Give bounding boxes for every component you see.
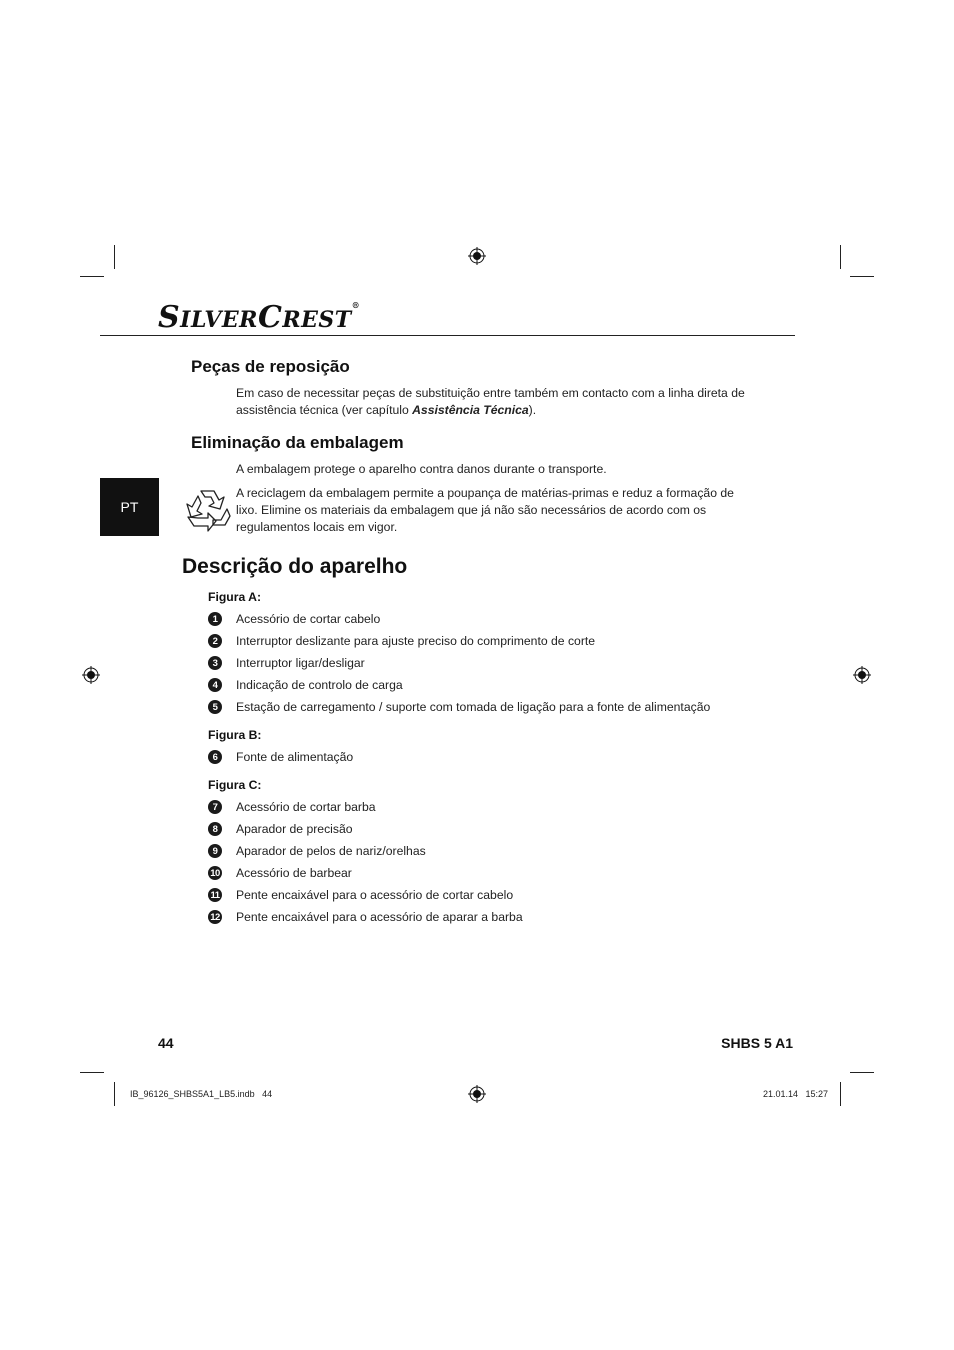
list-item — [208, 798, 376, 816]
item-text: Aparador de precisão — [236, 822, 353, 836]
list-item — [208, 864, 352, 882]
crop-mark — [80, 276, 104, 277]
registration-mark-icon — [468, 247, 486, 265]
section-heading: Eliminação da embalagem — [191, 433, 404, 452]
item-number-badge: 12 — [208, 910, 222, 924]
item-number-badge: 6 — [208, 750, 222, 764]
registration-mark-icon — [468, 1085, 486, 1103]
header-rule — [100, 335, 795, 336]
list-item — [208, 842, 426, 860]
print-datetime: 21.01.14 15:27 — [763, 1089, 829, 1099]
figure-label: Figura B: — [208, 728, 262, 742]
section-text: A reciclagem da embalagem permite a poupança de matérias-primas e reduz a formação de lixo. Elimine os materiais da embalagem que já não são necessários de acordo com os regulamentos locais em vigor. — [236, 486, 734, 534]
page-title: Descrição do aparelho — [182, 555, 408, 578]
section-heading: Peças de reposição — [191, 357, 350, 376]
item-text: Acessório de barbear — [236, 866, 352, 880]
list-item — [208, 698, 710, 716]
item-text: Pente encaixável para o acessório de cortar cabelo — [236, 888, 514, 902]
crop-mark — [840, 1082, 841, 1106]
item-text: Pente encaixável para o acessório de aparar a barba — [236, 910, 523, 924]
item-number-badge: 8 — [208, 822, 222, 836]
model-name: SHBS 5 A1 — [721, 1035, 793, 1051]
item-number-badge: 3 — [208, 656, 222, 670]
crop-mark — [114, 1082, 115, 1106]
figure-label: Figura C: — [208, 778, 262, 792]
item-text: Acessório de cortar barba — [236, 800, 376, 814]
item-number-badge: 9 — [208, 844, 222, 858]
list-item — [208, 632, 595, 650]
list-item — [208, 654, 365, 672]
item-text: Interruptor ligar/desligar — [236, 656, 365, 670]
item-text: Fonte de alimentação — [236, 750, 354, 764]
item-number-badge: 11 — [208, 888, 222, 902]
recycle-icon — [184, 487, 232, 533]
item-number-badge: 1 — [208, 612, 222, 626]
page-number: 44 — [158, 1035, 174, 1051]
section-text: Em caso de necessitar peças de substituição entre também em contacto com a linha direta de assistência técnica (ver capítulo Assistência Técnica). — [236, 386, 745, 417]
registration-mark-icon — [82, 666, 100, 684]
crop-mark — [850, 1072, 874, 1073]
list-item — [208, 748, 353, 766]
crop-mark — [840, 245, 841, 269]
item-number-badge: 2 — [208, 634, 222, 648]
item-text: Indicação de controlo de carga — [236, 678, 403, 692]
list-item — [208, 908, 523, 926]
language-tab: PT — [100, 478, 159, 536]
item-number-badge: 5 — [208, 700, 222, 714]
figure-label: Figura A: — [208, 590, 262, 604]
item-number-badge: 7 — [208, 800, 222, 814]
list-item — [208, 886, 513, 904]
item-number-badge: 10 — [208, 866, 222, 880]
list-item — [208, 820, 353, 838]
item-text: Aparador de pelos de nariz/orelhas — [236, 844, 426, 858]
list-item — [208, 676, 403, 694]
list-item — [208, 610, 380, 628]
item-text: Acessório de cortar cabelo — [236, 612, 381, 626]
registration-mark-icon — [853, 666, 871, 684]
section-text: A embalagem protege o aparelho contra danos durante o transporte. — [236, 462, 607, 476]
crop-mark — [850, 276, 874, 277]
crop-mark — [80, 1072, 104, 1073]
item-number-badge: 4 — [208, 678, 222, 692]
item-text: Estação de carregamento / suporte com tomada de ligação para a fonte de alimentação — [236, 700, 711, 714]
crop-mark — [114, 245, 115, 269]
file-name: IB_96126_SHBS5A1_LB5.indb 44 — [130, 1089, 273, 1099]
item-text: Interruptor deslizante para ajuste preciso do comprimento de corte — [236, 634, 596, 648]
brand-logo: SILVERCREST® — [158, 300, 361, 335]
